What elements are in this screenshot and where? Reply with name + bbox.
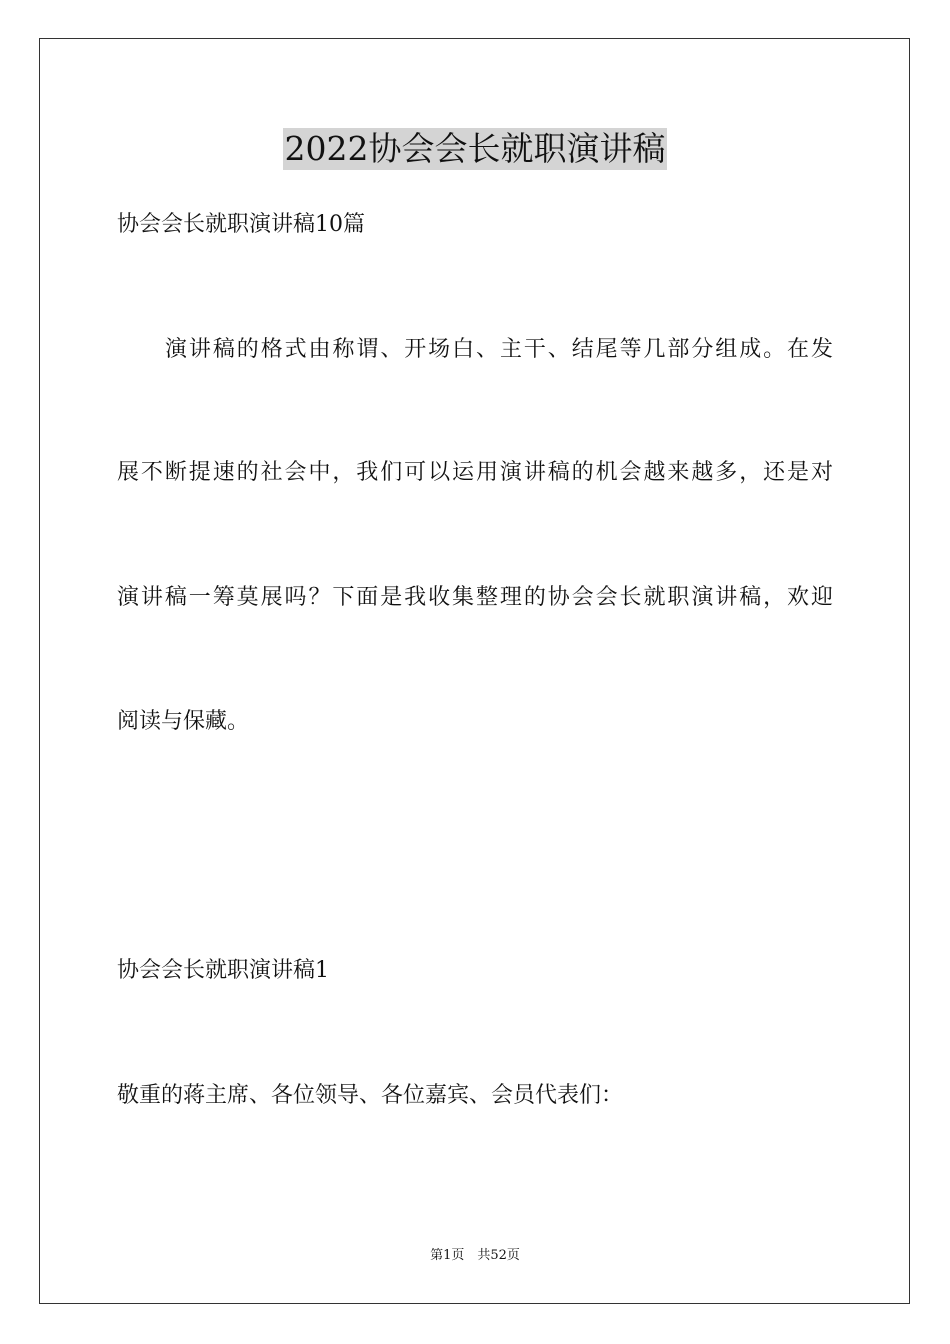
document-title-text: 2022协会会长就职演讲稿 [284,129,666,168]
document-title [0,128,950,170]
salutation-line: 敬重的蒋主席、各位领导、各位嘉宾、会员代表们： [117,1083,624,1108]
intro-line-1: 演讲稿的格式由称谓、开场白、主干、结尾等几部分组成。在发 [165,337,833,362]
intro-line-4: 阅读与保藏。 [117,709,250,734]
section-heading: 协会会长就职演讲稿1 [117,958,329,983]
document-subtitle: 协会会长就职演讲稿10篇 [117,212,365,237]
page-number-footer: 第1页 共52页 [430,1248,520,1263]
intro-line-3: 演讲稿一筹莫展吗？下面是我收集整理的协会会长就职演讲稿，欢迎 [117,585,833,610]
intro-line-2: 展不断提速的社会中，我们可以运用演讲稿的机会越来越多，还是对 [117,460,833,485]
